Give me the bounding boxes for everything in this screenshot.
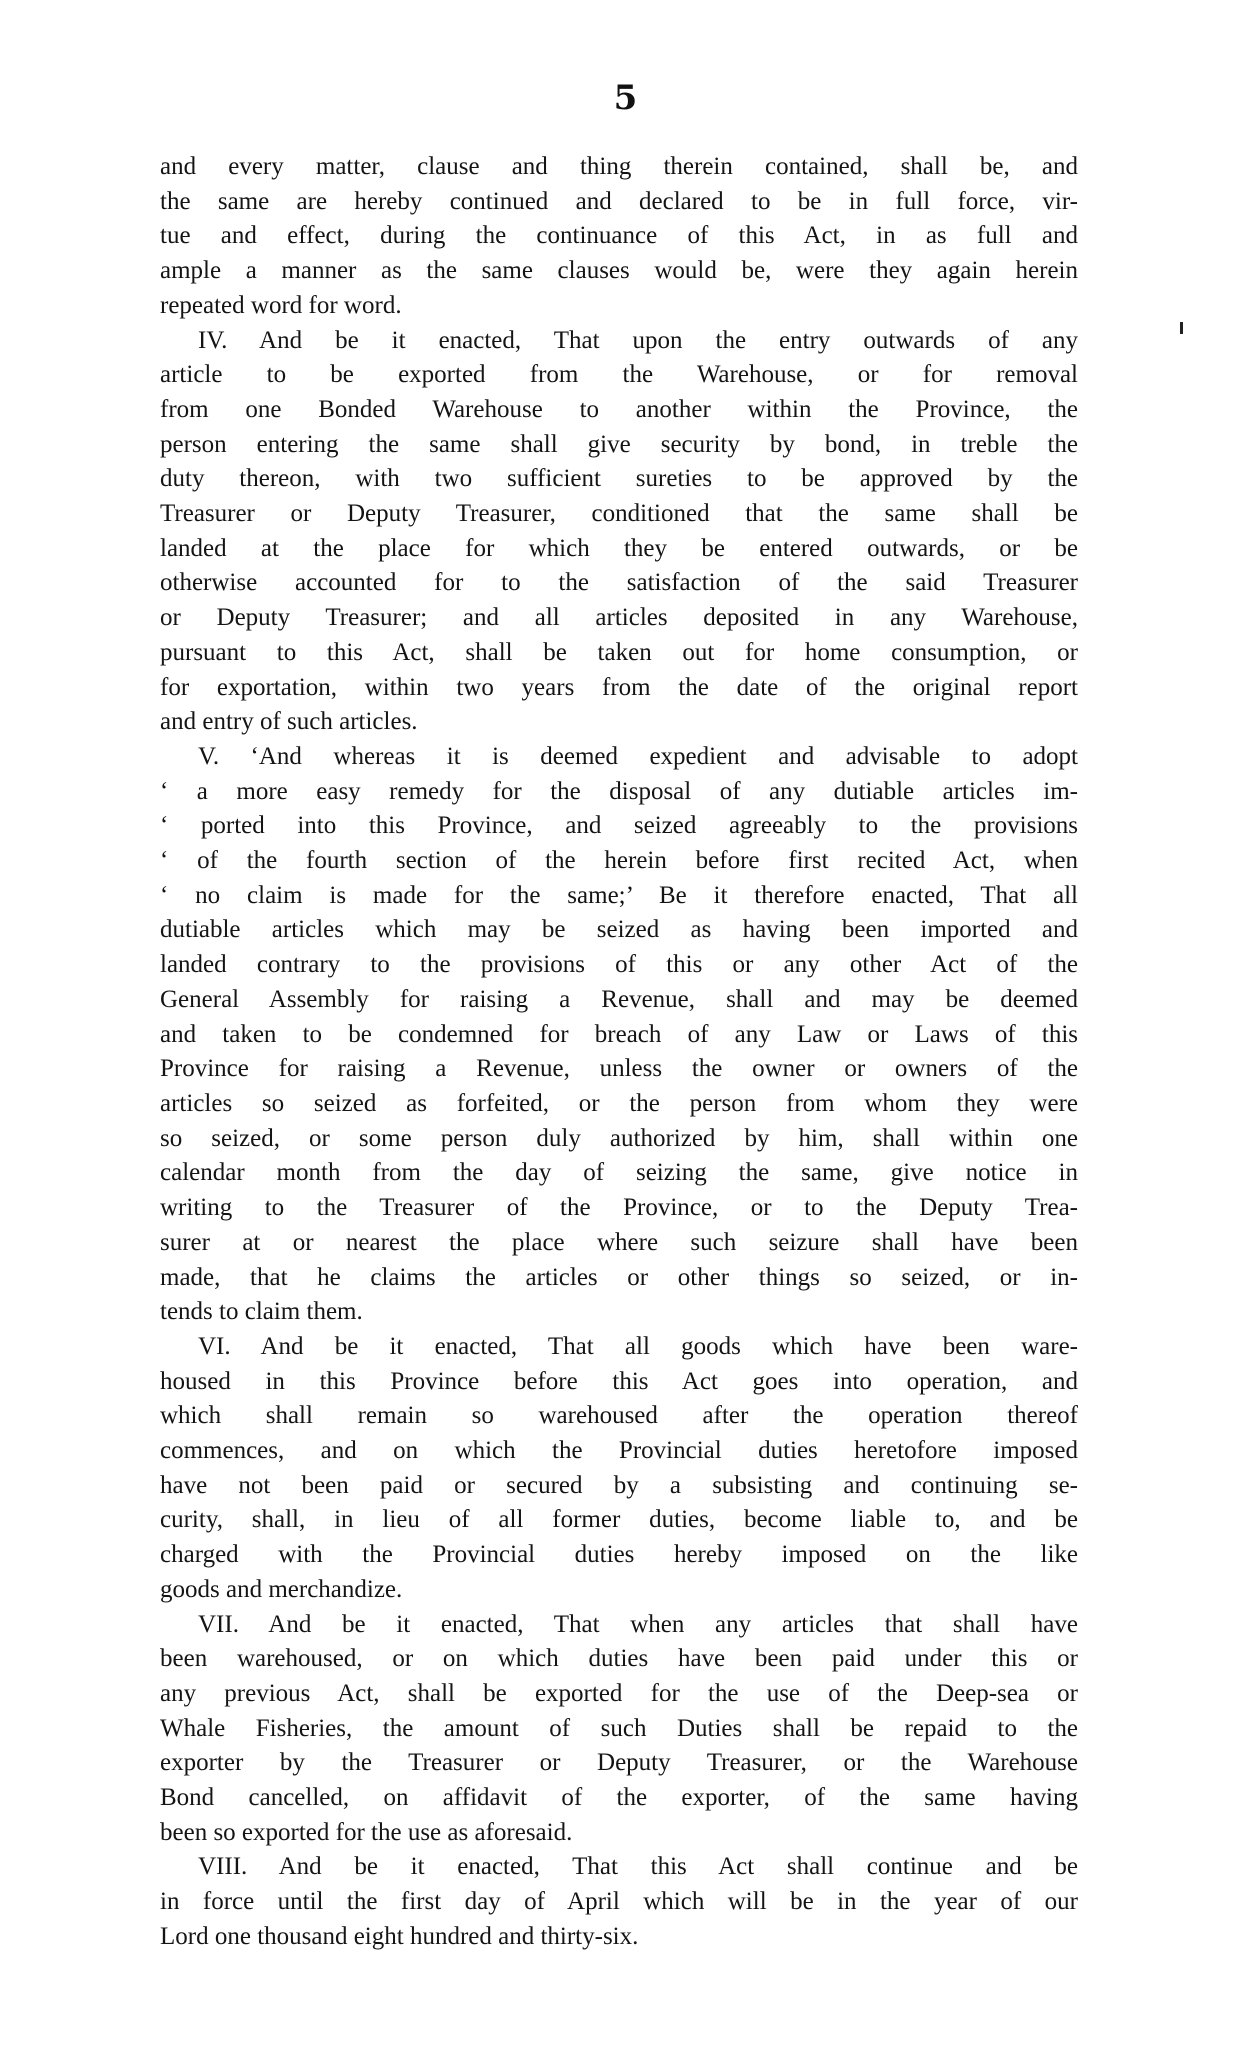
- text-line: ‘ a more easy remedy for the disposal of any dutiable articles im-: [160, 777, 1078, 805]
- text-line: the same are hereby continued and declared to be in full force, vir-: [160, 187, 1078, 215]
- text-line: ‘ no claim is made for the same;’ Be it therefore enacted, That all: [160, 881, 1078, 909]
- text-line: curity, shall, in lieu of all former duties, become liable to, and be: [160, 1506, 1078, 1534]
- text-line: goods and merchandize.: [160, 1575, 403, 1603]
- page-number: 5: [613, 78, 638, 118]
- text-line: and entry of such articles.: [160, 708, 418, 736]
- text-line: ample a manner as the same clauses would be, were they again herein: [160, 257, 1078, 285]
- text-line: articles so seized as forfeited, or the person from whom they were: [160, 1089, 1078, 1117]
- text-line: VIII. And be it enacted, That this Act shall continue and be: [198, 1853, 1078, 1881]
- text-line: writing to the Treasurer of the Province, or to the Deputy Trea-: [160, 1194, 1078, 1222]
- text-line: and taken to be condemned for breach of any Law or Laws of this: [160, 1020, 1078, 1048]
- text-line: from one Bonded Warehouse to another within the Province, the: [160, 395, 1078, 423]
- text-line: so seized, or some person duly authorized by him, shall within one: [160, 1124, 1078, 1152]
- text-line: been warehoused, or on which duties have been paid under this or: [160, 1645, 1078, 1673]
- text-line: and every matter, clause and thing therein contained, shall be, and: [160, 153, 1078, 180]
- text-line: article to be exported from the Warehouse, or for removal: [160, 361, 1078, 389]
- text-line: been so exported for the use as aforesaid.: [160, 1818, 573, 1846]
- text-line: tends to claim them.: [160, 1298, 363, 1326]
- text-line: for exportation, within two years from the date of the original report: [160, 673, 1078, 701]
- margin-mark: [1180, 322, 1183, 334]
- text-line: have not been paid or secured by a subsisting and continuing se-: [160, 1471, 1078, 1499]
- text-line: tue and effect, during the continuance of this Act, in as full and: [160, 222, 1078, 250]
- text-line: repeated word for word.: [160, 291, 402, 319]
- text-line: Whale Fisheries, the amount of such Duties shall be repaid to the: [160, 1714, 1078, 1742]
- text-line: pursuant to this Act, shall be taken out for home consumption, or: [160, 638, 1078, 666]
- text-line: ‘ ported into this Province, and seized agreeably to the provisions: [160, 812, 1078, 840]
- text-line: Bond cancelled, on affidavit of the exporter, of the same having: [160, 1784, 1078, 1812]
- text-line: otherwise accounted for to the satisfaction of the said Treasurer: [160, 569, 1078, 597]
- text-line: VI. And be it enacted, That all goods which have been ware-: [198, 1332, 1078, 1360]
- text-line: landed contrary to the provisions of this or any other Act of the: [160, 951, 1078, 979]
- text-line: person entering the same shall give security by bond, in treble the: [160, 430, 1078, 458]
- text-line: VII. And be it enacted, That when any articles that shall have: [198, 1610, 1078, 1638]
- text-line: Province for raising a Revenue, unless the owner or owners of the: [160, 1055, 1078, 1083]
- text-line: calendar month from the day of seizing the same, give notice in: [160, 1159, 1078, 1187]
- text-line: landed at the place for which they be entered outwards, or be: [160, 534, 1078, 562]
- body-text: [160, 150, 1078, 1955]
- text-line: exporter by the Treasurer or Deputy Treasurer, or the Warehouse: [160, 1749, 1078, 1777]
- text-line: housed in this Province before this Act goes into operation, and: [160, 1367, 1078, 1395]
- text-line: duty thereon, with two sufficient sureties to be approved by the: [160, 465, 1078, 493]
- text-line: IV. And be it enacted, That upon the entry outwards of any: [198, 326, 1078, 354]
- text-line: which shall remain so warehoused after the operation thereof: [160, 1402, 1078, 1430]
- text-line: or Deputy Treasurer; and all articles deposited in any Warehouse,: [160, 604, 1078, 632]
- text-line: any previous Act, shall be exported for the use of the Deep-sea or: [160, 1679, 1078, 1707]
- text-line: made, that he claims the articles or other things so seized, or in-: [160, 1263, 1078, 1291]
- text-line: General Assembly for raising a Revenue, shall and may be deemed: [160, 985, 1078, 1013]
- text-line: Treasurer or Deputy Treasurer, conditioned that the same shall be: [160, 500, 1078, 528]
- text-line: Lord one thousand eight hundred and thirty-six.: [160, 1922, 639, 1950]
- text-line: V. ‘And whereas it is deemed expedient and advisable to adopt: [198, 742, 1078, 770]
- text-line: commences, and on which the Provincial duties heretofore imposed: [160, 1437, 1078, 1465]
- text-line: in force until the first day of April which will be in the year of our: [160, 1888, 1078, 1916]
- text-line: surer at or nearest the place where such seizure shall have been: [160, 1228, 1078, 1256]
- text-line: ‘ of the fourth section of the herein before first recited Act, when: [160, 847, 1078, 875]
- text-line: dutiable articles which may be seized as having been imported and: [160, 916, 1078, 944]
- text-line: charged with the Provincial duties hereby imposed on the like: [160, 1541, 1078, 1569]
